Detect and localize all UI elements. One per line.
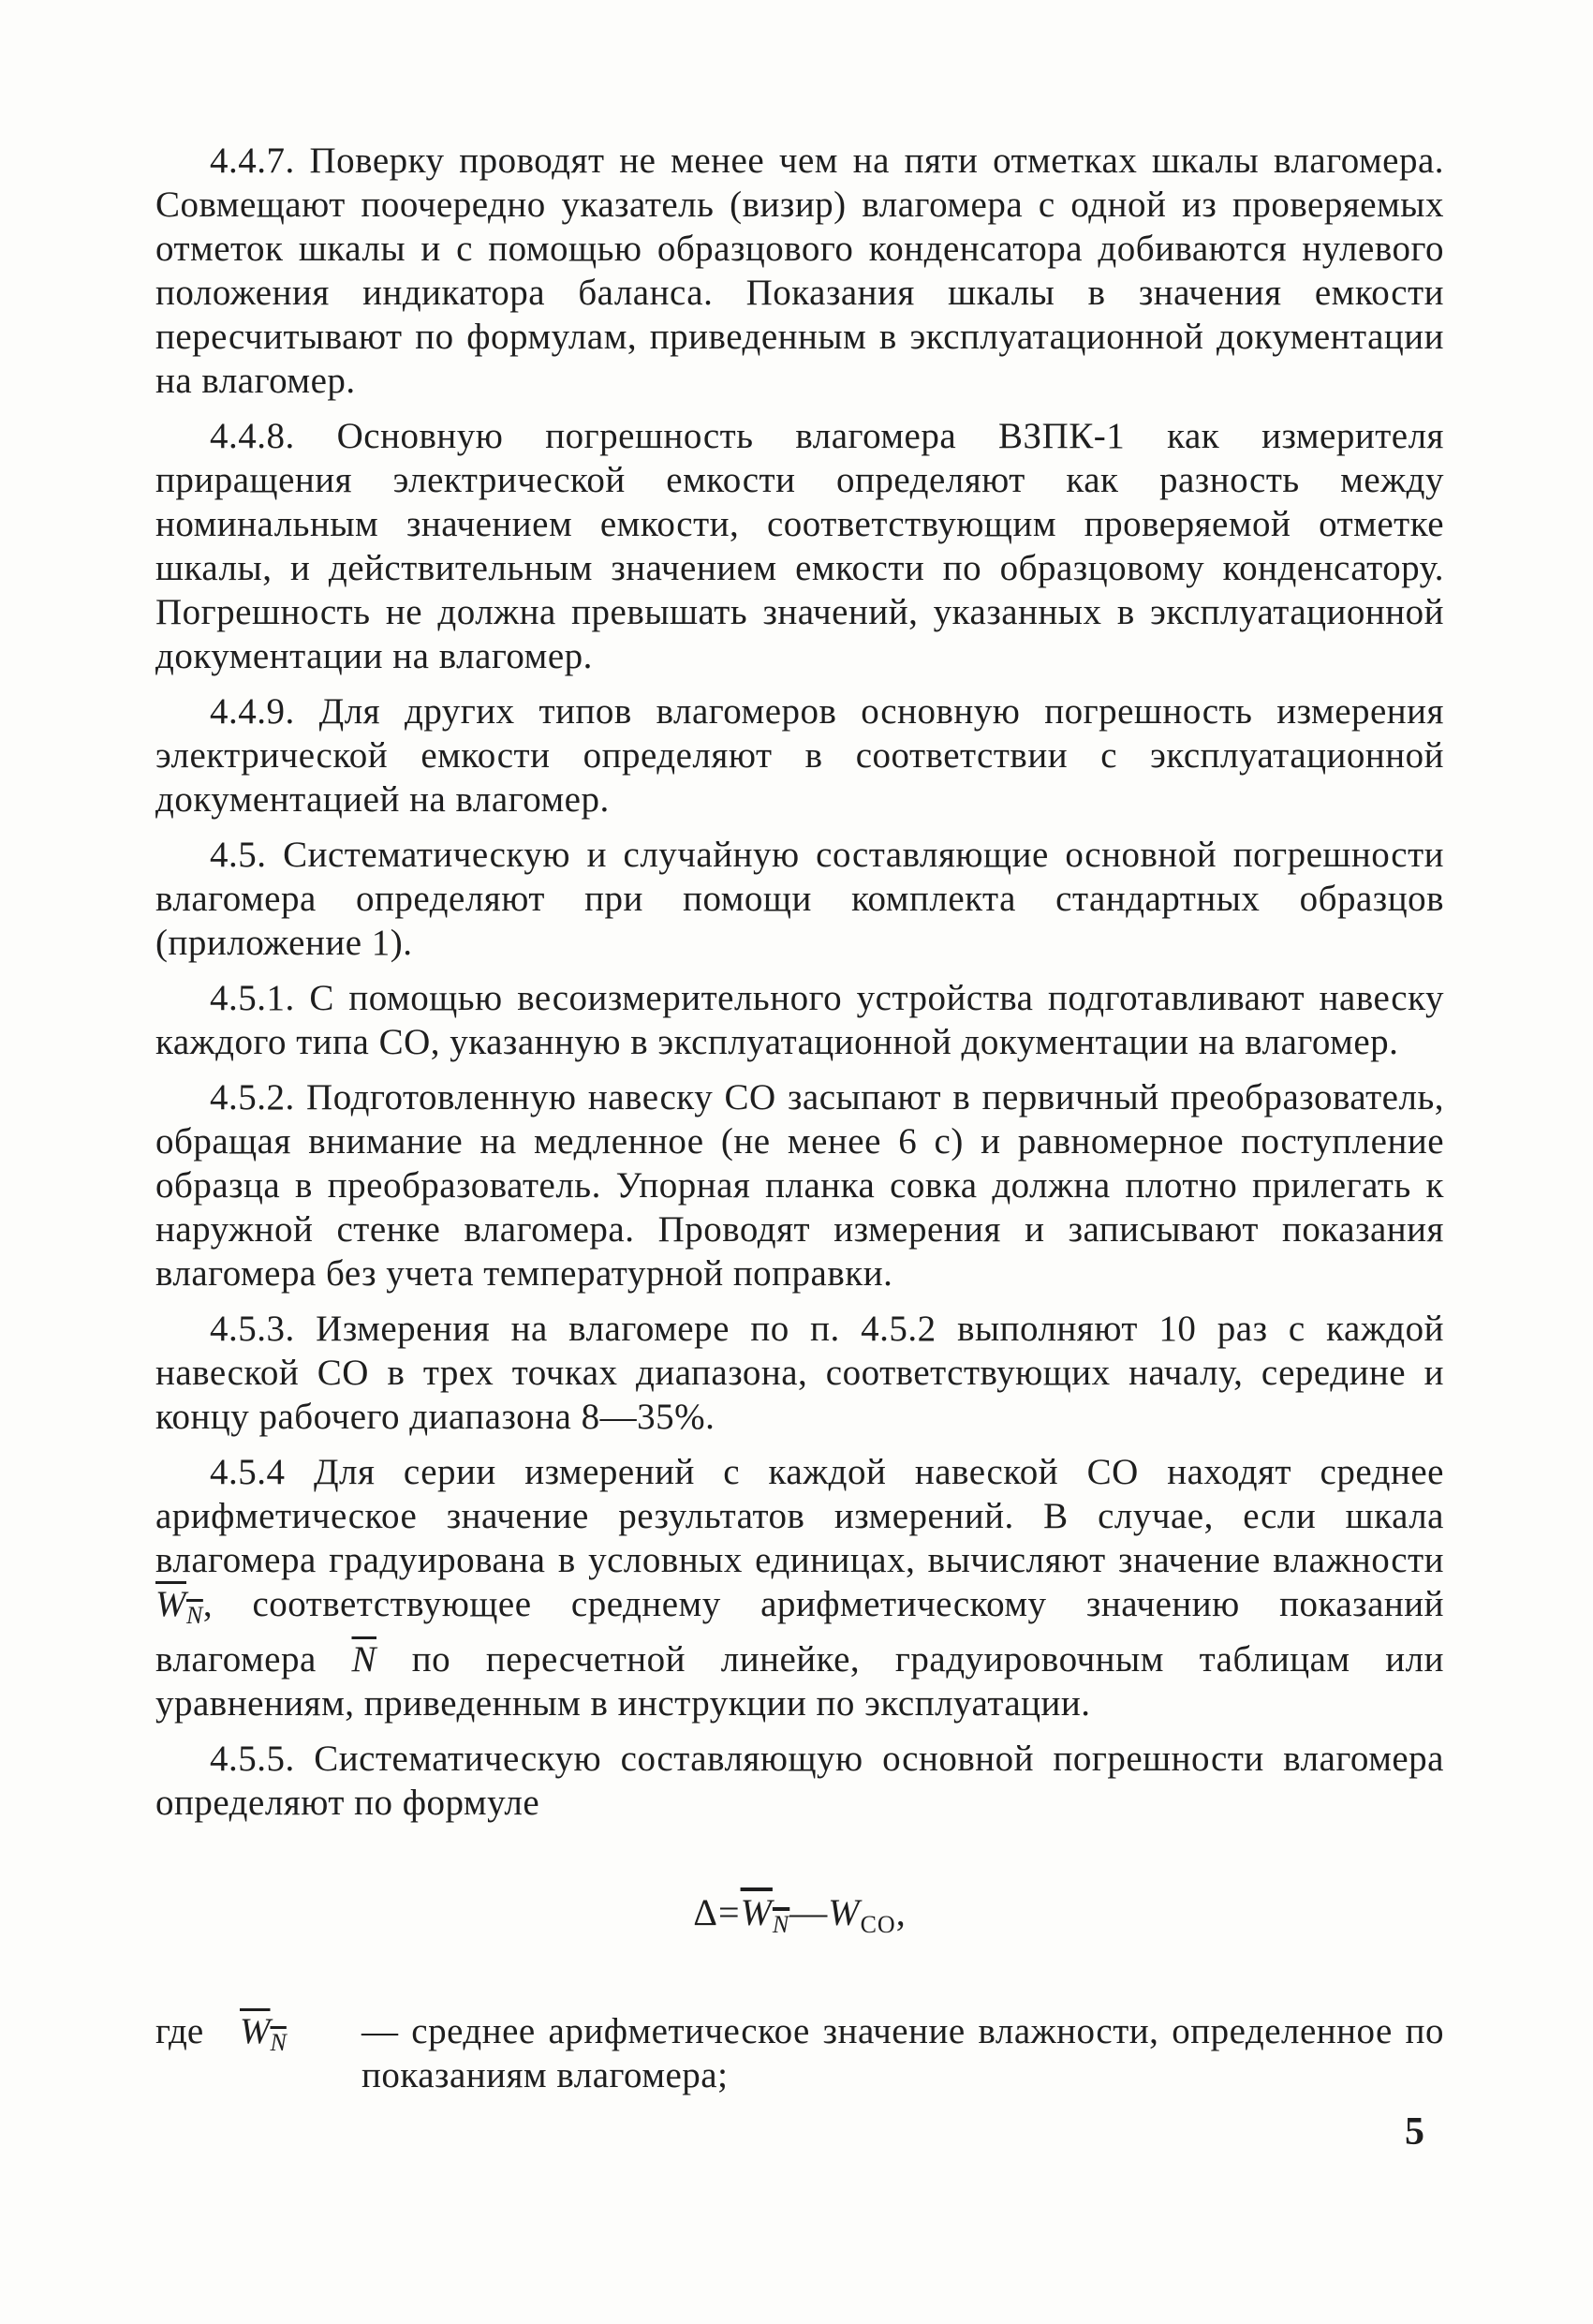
legend-definition: — среднее арифметическое значение влажности, определенное по показаниям влагомера; xyxy=(361,2011,1444,2095)
page-number: 5 xyxy=(1405,2110,1424,2154)
paragraph-4-5: 4.5. Систематическую и случайную составляющие основной погрешности влагомера определяют при помощи комплекта стандартных образцов (приложение 1). xyxy=(155,835,1444,963)
formula-mean-moisture: $W_N$ xyxy=(740,1891,790,1938)
paragraph-4-5-2: 4.5.2. Подготовленную навеску СО засыпают в первичный преобразователь, обращая внимание на медленное (не менее 6 с) и равномерное поступление образца в преобразователь. Упорная планка совка должна плотно прилегать к наружной стенке влагомера. Проводят измерения и записывают показания влагомера без учета температурной поправки. xyxy=(155,1077,1444,1294)
paragraph-4-4-8: 4.4.8. Основную погрешность влагомера ВЗПК-1 как измерителя приращения электрической емкости определяют как разность между номинальным значением емкости, соответствующим проверяемой отметке шкалы, и действительным значением емкости по образцовому конденсатору. Погрешность не должна превышать значений, указанных в эксплуатационной документации на влагомер. xyxy=(155,416,1444,676)
legend-mean-moisture-symbol: $W_N$ xyxy=(240,2011,287,2056)
paragraph-4-5-5: 4.5.5. Систематическую составляющую основной погрешности влагомера определяют по формуле xyxy=(155,1739,1444,1823)
paragraph-4-4-7: 4.4.7. Поверку проводят не менее чем на пяти отметках шкалы влагомера. Совмещают поочередно указатель (визир) влагомера с одной из проверяемых отметок шкалы и с помощью образцового конденсатора добиваются нулевого положения индикатора баланса. Показания шкалы в значения емкости пересчитывают по формулам, приведенным в эксплуатационной документации на влагомер. xyxy=(155,141,1444,401)
formula-legend xyxy=(155,2009,1444,2097)
body-text xyxy=(155,139,1444,2097)
paragraph-4-4-9: 4.4.9. Для других типов влагомеров основную погрешность измерения электрической емкости определяют в соответствии с эксплуатационной документацией на влагомер. xyxy=(155,691,1444,820)
minus-sign: — xyxy=(789,1891,829,1933)
mean-reading-symbol: $\overline{N}$ xyxy=(351,1639,376,1680)
paragraph-4-5-3: 4.5.3. Измерения на влагомере по п. 4.5.2 выполняют 10 раз с каждой навеской СО в трех точках диапазона, соответствующих началу, середине и концу рабочего диапазона 8—35%. xyxy=(155,1309,1444,1437)
formula-comma: , xyxy=(895,1891,907,1933)
paragraph-4-5-4-part-2: , соответствующее среднему арифметическому значению показаний влагомера xyxy=(155,1584,1444,1680)
delta-symbol: Δ xyxy=(693,1891,719,1933)
paragraph-4-5-4 xyxy=(155,1450,1444,1725)
where-label: где xyxy=(155,2011,204,2051)
equals-sign: = xyxy=(718,1891,741,1933)
paragraph-4-5-1: 4.5.1. С помощью весоизмерительного устройства подготавливают навеску каждого типа СО, указанную в эксплуатационной документации на влагомер. xyxy=(155,978,1444,1062)
paragraph-4-5-4-part-1: 4.5.4 Для серии измерений с каждой навеской СО находят среднее арифметическое значение результатов измерений. В случае, если шкала влагомера градуирована в условных единицах, вычисляют значение влажности xyxy=(155,1452,1444,1580)
formula-reference-moisture: $W_{СО}$ xyxy=(828,1891,896,1938)
systematic-error-formula xyxy=(155,1890,1444,1947)
paragraph-4-5-4-part-3: по пересчетной линейке, градуировочным таблицам или уравнениям, приведенным в инструкции по эксплуатации. xyxy=(155,1639,1444,1724)
mean-moisture-symbol: $W_N$ xyxy=(155,1584,203,1629)
